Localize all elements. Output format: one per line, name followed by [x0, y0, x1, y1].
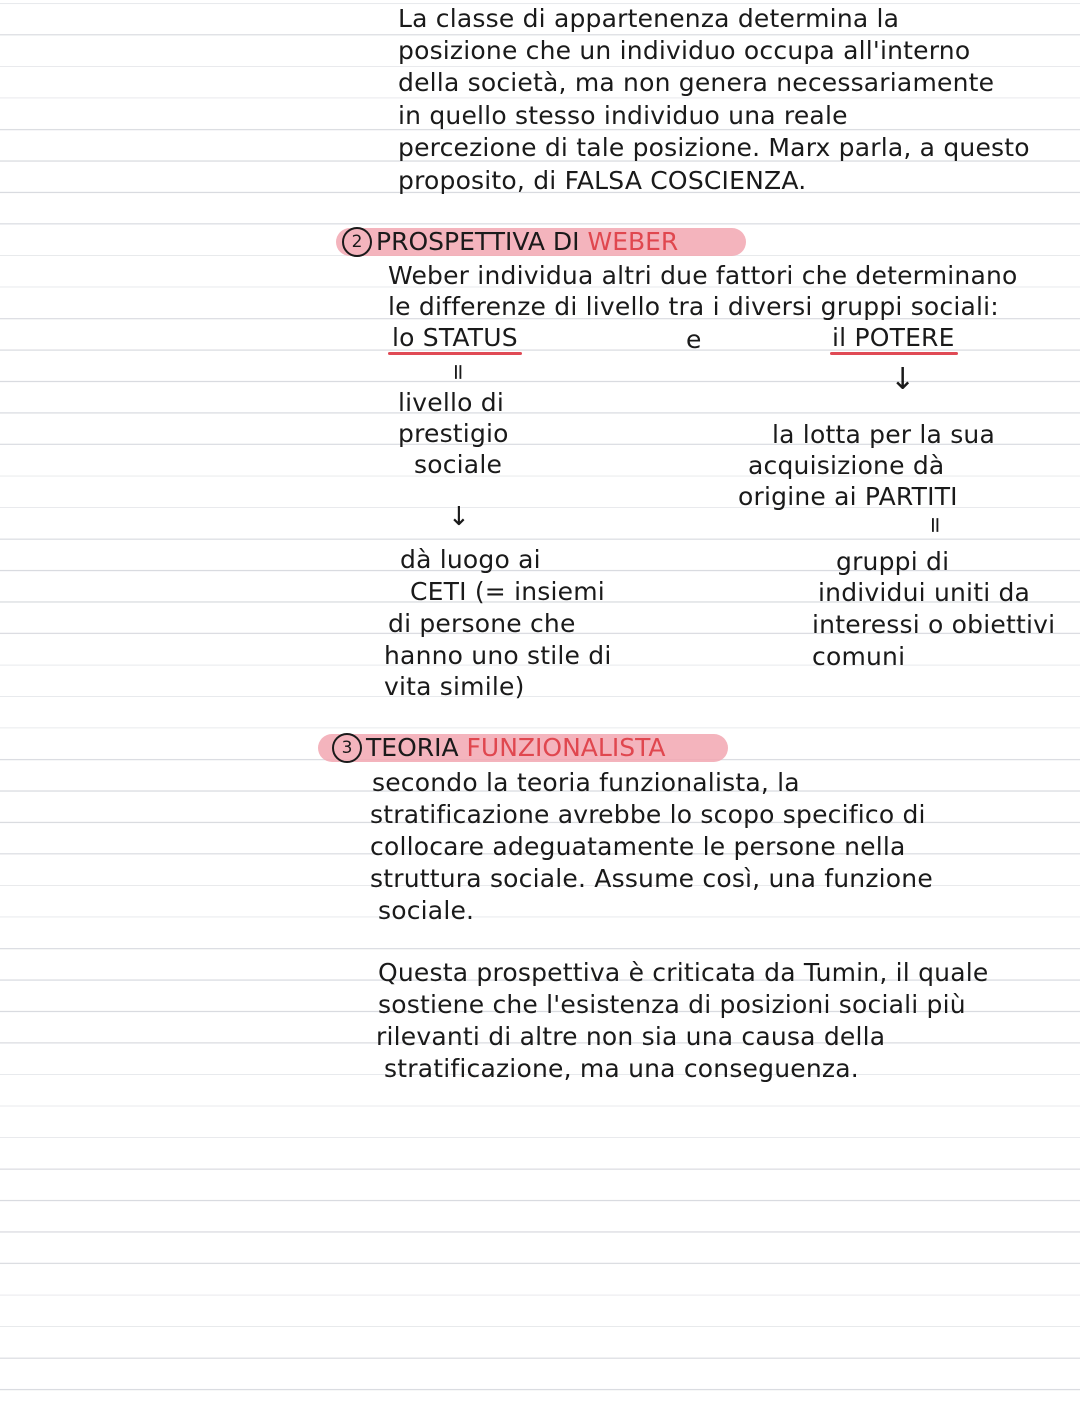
- intro-line: della società, ma non genera necessariamente: [398, 68, 995, 97]
- section2-title-accent: WEBER: [587, 227, 679, 256]
- intro-line: percezione di tale posizione. Marx parla, a questo: [398, 133, 1030, 162]
- potere-definition-line: origine ai PARTITI: [738, 482, 958, 511]
- intro-line: La classe di appartenenza determina la: [398, 4, 900, 33]
- section-number-badge: 2: [342, 227, 372, 257]
- status-result-line: hanno uno stile di: [384, 641, 612, 670]
- arrow-down-icon: ↓: [890, 362, 916, 397]
- conjunction: e: [686, 325, 702, 354]
- status-result-line: vita simile): [384, 672, 525, 701]
- potere-result-line: interessi o obiettivi: [812, 610, 1056, 639]
- status-definition-line: prestigio: [398, 419, 509, 448]
- status-result-line: di persone che: [388, 609, 576, 638]
- potere-definition-line: la lotta per la sua: [772, 420, 996, 449]
- potere-result-line: individui uniti da: [818, 578, 1031, 607]
- critique-line: stratificazione, ma una conseguenza.: [384, 1054, 859, 1083]
- status-label: lo STATUS: [392, 323, 518, 352]
- section3-title-prefix: TEORIA: [366, 733, 467, 762]
- section3-line: struttura sociale. Assume così, una funzione: [370, 864, 933, 893]
- potere-result-line: comuni: [812, 642, 906, 671]
- status-result-line: dà luogo ai: [400, 545, 541, 574]
- potere-underline: [830, 352, 958, 355]
- section3-heading: [332, 732, 666, 764]
- status-result-line: CETI (= insiemi: [410, 577, 605, 606]
- intro-line: proposito, di FALSA COSCIENZA.: [398, 166, 807, 195]
- status-underline: [388, 352, 522, 355]
- section-number-badge: 3: [332, 733, 362, 763]
- section3-line: sociale.: [378, 896, 475, 925]
- section2-line: le differenze di livello tra i diversi gruppi sociali:: [388, 292, 999, 321]
- arrow-down-icon: ↓: [448, 502, 470, 532]
- section3-line: stratificazione avrebbe lo scopo specifico di: [370, 800, 926, 829]
- intro-line: in quello stesso individuo una reale: [398, 101, 848, 130]
- section3-line: secondo la teoria funzionalista, la: [372, 768, 800, 797]
- critique-line: Questa prospettiva è criticata da Tumin, il quale: [378, 958, 989, 987]
- section2-title-prefix: PROSPETTIVA DI: [376, 227, 588, 256]
- equals-sign: =: [445, 362, 471, 382]
- equals-sign: =: [922, 515, 948, 535]
- potere-result-line: gruppi di: [836, 547, 950, 576]
- critique-line: rilevanti di altre non sia una causa della: [376, 1022, 886, 1051]
- status-definition-line: livello di: [398, 388, 505, 417]
- potere-definition-line: acquisizione dà: [748, 451, 945, 480]
- critique-line: sostiene che l'esistenza di posizioni sociali più: [378, 990, 966, 1019]
- section3-title-accent: FUNZIONALISTA: [466, 733, 666, 762]
- intro-line: posizione che un individuo occupa all'interno: [398, 36, 971, 65]
- status-definition-line: sociale: [414, 450, 503, 479]
- potere-label: il POTERE: [832, 323, 955, 352]
- section3-line: collocare adeguatamente le persone nella: [370, 832, 906, 861]
- section2-line: Weber individua altri due fattori che determinano: [388, 261, 1018, 290]
- section2-heading: [342, 226, 678, 258]
